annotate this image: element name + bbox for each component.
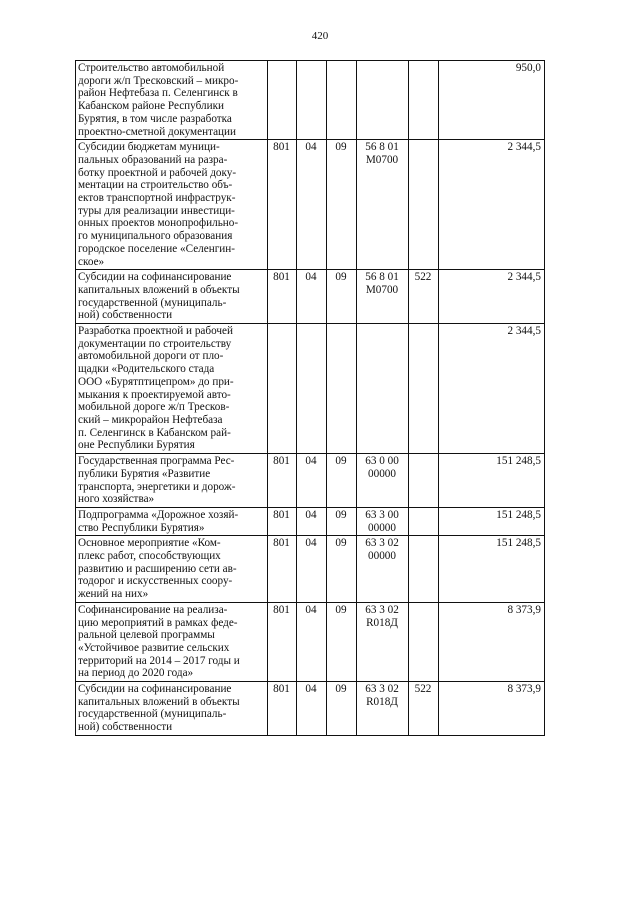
subsection-code: 09 [327,270,357,324]
subsection-code: 09 [327,536,357,603]
row-description [76,682,268,736]
ministry-code: 801 [268,602,297,681]
description-line: мобильной дороге ж/п Тресков- [78,401,230,414]
expense-type-code [409,324,439,454]
expense-type-code [409,536,439,603]
description-line: п. Селенгинск в Кабанском рай- [78,426,231,439]
table-row [76,324,545,454]
expense-type-code [409,602,439,681]
description-line: онных проектов монопрофильно- [78,217,239,230]
target-article-line: 56 8 01 [365,141,399,154]
subsection-code: 09 [327,140,357,270]
row-description [76,454,268,508]
description-line: ский – микрорайон Нефтебаза [78,413,223,426]
target-article-code [357,270,409,324]
target-article-line: 63 3 02 [365,603,399,616]
target-article-code [357,507,409,535]
subsection-code: 09 [327,507,357,535]
row-description [76,270,268,324]
budget-table [75,60,545,736]
section-code: 04 [297,682,327,736]
target-article-line: М0700 [365,283,399,296]
description-line: Строительство автомобильной [78,62,225,74]
expense-type-code: 522 [409,682,439,736]
target-article-line: 00000 [368,467,396,480]
description-line: ного хозяйства» [78,493,155,506]
target-article-line: 00000 [368,550,396,563]
description-line: территорий на 2014 – 2017 годы и [78,654,240,667]
description-line: туры для реализации инвестици- [78,204,235,217]
subsection-code [327,324,357,454]
table-row [76,602,545,681]
target-article-line: 63 3 02 [365,537,399,550]
subsection-code: 09 [327,454,357,508]
row-description [76,61,268,140]
page-number: 420 [311,30,329,42]
amount: 2 344,5 [439,270,545,324]
table-row [76,454,545,508]
target-article-code [357,61,409,140]
target-article-line: М0700 [365,153,399,166]
amount: 151 248,5 [439,507,545,535]
description-line: Софинансирование на реализа- [78,603,228,616]
description-line: мыкания к проектируемой авто- [78,388,231,401]
description-line: ботку проектной и рабочей доку- [78,166,237,179]
description-line: капитальных вложений в объекты [78,695,240,708]
description-line: Субсидии на софинансирование [78,683,232,696]
ministry-code: 801 [268,454,297,508]
description-line: проектно-сметной документации [78,125,237,138]
row-description [76,507,268,535]
row-description [76,140,268,270]
description-line: Государственная программа Рес- [78,455,235,468]
description-line: Кабанском районе Республики [78,100,225,113]
description-line: район Нефтебаза п. Селенгинск в [78,87,238,100]
description-line: «Устойчивое развитие сельских [78,641,230,654]
description-line: капитальных вложений в объекты [78,283,240,296]
amount: 151 248,5 [439,454,545,508]
section-code: 04 [297,270,327,324]
subsection-code [327,61,357,140]
section-code [297,324,327,454]
description-line: развитию и расширению сети ав- [78,562,237,575]
target-article-line: 63 3 00 [365,508,399,521]
target-article-line: 56 8 01 [365,271,399,284]
target-article-line: R018Д [366,695,398,708]
description-line: щадки «Родительского стада [78,363,215,376]
ministry-code: 801 [268,536,297,603]
amount: 2 344,5 [439,140,545,270]
expense-type-code [409,61,439,140]
description-line: Основное мероприятие «Ком- [78,537,221,550]
description-line: Бурятия, в том числе разработка [78,112,232,125]
target-article-code [357,682,409,736]
target-article-code [357,536,409,603]
table-row [76,507,545,535]
table-row [76,536,545,603]
target-article-line: R018Д [366,616,398,629]
amount: 151 248,5 [439,536,545,603]
description-line: Субсидии бюджетам муници- [78,141,220,154]
ministry-code: 801 [268,140,297,270]
description-line: на период до 2020 года» [78,667,194,680]
amount: 8 373,9 [439,682,545,736]
description-line: тодорог и искусственных соору- [78,575,233,588]
amount: 8 373,9 [439,602,545,681]
amount: 2 344,5 [439,324,545,454]
description-line: ское» [78,255,105,268]
table-row [76,140,545,270]
row-description [76,536,268,603]
ministry-code [268,324,297,454]
section-code: 04 [297,536,327,603]
description-line: Субсидии на софинансирование [78,271,232,284]
section-code: 04 [297,507,327,535]
description-line: документации по строительству [78,337,232,350]
description-line: транспорта, энергетики и дорож- [78,480,236,493]
target-article-line: 63 3 02 [365,683,399,696]
description-line: дороги ж/п Тресковский – микро- [78,74,239,87]
expense-type-code [409,140,439,270]
table-row [76,682,545,736]
ministry-code: 801 [268,270,297,324]
description-line: го муниципального образования [78,230,233,243]
description-line: государственной (муниципаль- [78,708,227,721]
target-article-code [357,602,409,681]
description-line: Подпрограмма «Дорожное хозяй- [78,508,239,521]
description-line: публики Бурятия «Развитие [78,467,211,480]
target-article-code [357,140,409,270]
description-line: цию мероприятий в рамках феде- [78,616,238,629]
description-line: Разработка проектной и рабочей [78,325,233,338]
target-article-line: 00000 [368,521,396,534]
table-row [76,270,545,324]
section-code: 04 [297,602,327,681]
target-article-code [357,454,409,508]
amount: 950,0 [439,61,545,140]
description-line: ООО «Бурятптицепром» до при- [78,375,234,388]
description-line: ектов транспортной инфраструк- [78,192,236,205]
subsection-code: 09 [327,682,357,736]
row-description [76,602,268,681]
description-line: ментации на строительство объ- [78,179,233,192]
description-line: оне Республики Бурятия [78,439,195,452]
description-line: государственной (муниципаль- [78,296,227,309]
description-line: ральной целевой программы [78,629,215,642]
description-line: ство Республики Бурятия» [78,521,205,534]
row-description [76,324,268,454]
section-code: 04 [297,454,327,508]
budget-table-body [76,61,545,736]
description-line: жений на них» [78,588,149,601]
ministry-code: 801 [268,682,297,736]
section-code [297,61,327,140]
ministry-code: 801 [268,507,297,535]
expense-type-code [409,507,439,535]
table-row [76,61,545,140]
description-line: автомобильной дороги от пло- [78,350,224,363]
expense-type-code [409,454,439,508]
description-line: ной) собственности [78,309,173,322]
ministry-code [268,61,297,140]
target-article-line: 63 0 00 [365,455,399,468]
section-code: 04 [297,140,327,270]
description-line: плекс работ, способствующих [78,550,221,563]
expense-type-code: 522 [409,270,439,324]
description-line: ной) собственности [78,721,173,734]
description-line: городское поселение «Селенгин- [78,242,235,255]
description-line: пальных образований на разра- [78,153,228,166]
subsection-code: 09 [327,602,357,681]
target-article-code [357,324,409,454]
